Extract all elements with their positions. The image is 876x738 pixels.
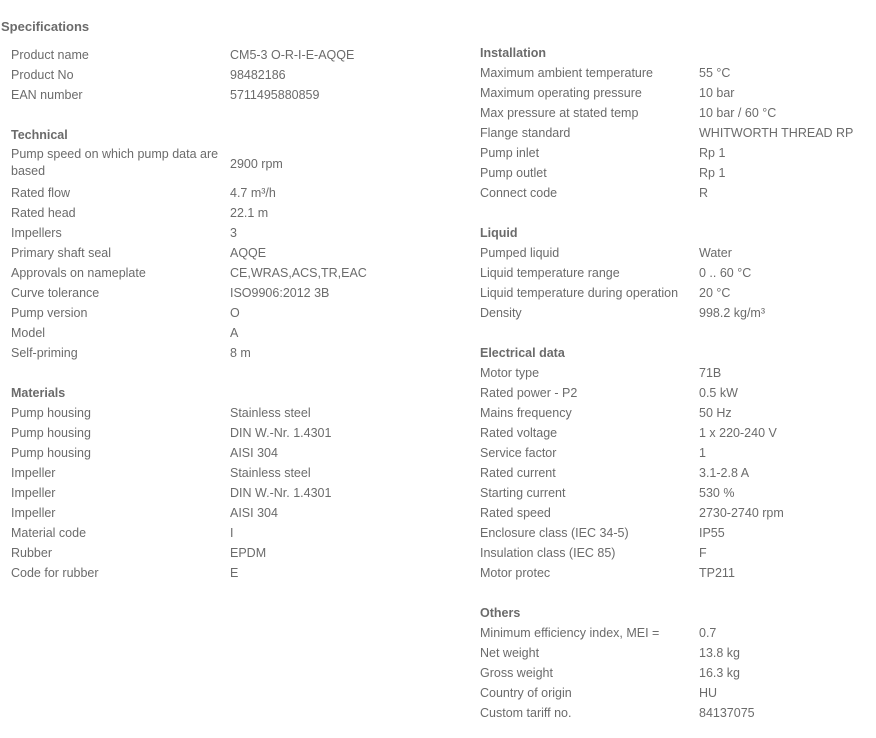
section-heading-installation: Installation bbox=[480, 46, 546, 60]
spec-value: 84137075 bbox=[699, 706, 755, 720]
spec-label: Rated head bbox=[11, 206, 76, 220]
spec-label: Rated speed bbox=[480, 506, 551, 520]
spec-label: Pump housing bbox=[11, 446, 91, 460]
spec-label: Max pressure at stated temp bbox=[480, 106, 639, 120]
spec-label: Impeller bbox=[11, 466, 56, 480]
spec-label: Impellers bbox=[11, 226, 62, 240]
spec-label: EAN number bbox=[11, 88, 83, 102]
spec-value: A bbox=[230, 326, 239, 340]
spec-label: Service factor bbox=[480, 446, 557, 460]
spec-value: 10 bar bbox=[699, 86, 735, 100]
spec-value: 20 °C bbox=[699, 286, 731, 300]
spec-value: TP211 bbox=[699, 566, 735, 580]
spec-label: Net weight bbox=[480, 646, 540, 660]
spec-value: F bbox=[699, 546, 707, 560]
spec-label: Starting current bbox=[480, 486, 566, 500]
spec-label: Insulation class (IEC 85) bbox=[480, 546, 616, 560]
spec-label: Pump version bbox=[11, 306, 88, 320]
spec-label: Liquid temperature during operation bbox=[480, 286, 679, 300]
spec-label: Rated voltage bbox=[480, 426, 558, 440]
spec-label: Motor type bbox=[480, 366, 540, 380]
spec-value: 0.7 bbox=[699, 626, 717, 640]
spec-value: 530 % bbox=[699, 486, 735, 500]
spec-value: ISO9906:2012 3B bbox=[230, 286, 330, 300]
spec-value: DIN W.-Nr. 1.4301 bbox=[230, 426, 332, 440]
section-heading-technical: Technical bbox=[11, 128, 68, 142]
spec-label: Custom tariff no. bbox=[480, 706, 572, 720]
spec-value: 71B bbox=[699, 366, 722, 380]
spec-label: Maximum operating pressure bbox=[480, 86, 642, 100]
spec-value: 8 m bbox=[230, 346, 251, 360]
spec-label: Country of origin bbox=[480, 686, 572, 700]
spec-label: Approvals on nameplate bbox=[11, 266, 146, 280]
spec-value: 10 bar / 60 °C bbox=[699, 106, 777, 120]
page-title: Specifications bbox=[1, 19, 90, 34]
spec-value: 50 Hz bbox=[699, 406, 732, 420]
spec-label: Rubber bbox=[11, 546, 52, 560]
spec-value: R bbox=[699, 186, 709, 200]
spec-value: 16.3 kg bbox=[699, 666, 741, 680]
spec-label: Minimum efficiency index, MEI = bbox=[480, 626, 660, 640]
spec-label: Maximum ambient temperature bbox=[480, 66, 653, 80]
spec-label: Self-priming bbox=[11, 346, 78, 360]
spec-value: 55 °C bbox=[699, 66, 731, 80]
spec-value: AQQE bbox=[230, 246, 267, 260]
spec-value: 0.5 kW bbox=[699, 386, 738, 400]
spec-label: Pump inlet bbox=[480, 146, 540, 160]
spec-value: Stainless steel bbox=[230, 466, 311, 480]
section-heading-liquid: Liquid bbox=[480, 226, 518, 240]
spec-value: 4.7 m³/h bbox=[230, 186, 276, 200]
spec-value: HU bbox=[699, 686, 718, 700]
spec-value: Rp 1 bbox=[699, 146, 726, 160]
spec-value: 998.2 kg/m³ bbox=[699, 306, 766, 320]
spec-value: IP55 bbox=[699, 526, 725, 540]
spec-value: Rp 1 bbox=[699, 166, 726, 180]
spec-value: DIN W.-Nr. 1.4301 bbox=[230, 486, 332, 500]
section-heading-electrical: Electrical data bbox=[480, 346, 565, 360]
spec-label: Model bbox=[11, 326, 46, 340]
spec-value: AISI 304 bbox=[230, 506, 278, 520]
spec-label: Motor protec bbox=[480, 566, 551, 580]
spec-label: Product No bbox=[11, 68, 74, 82]
spec-label: Material code bbox=[11, 526, 87, 540]
spec-label: Rated power - P2 bbox=[480, 386, 578, 400]
spec-label: Pump housing bbox=[11, 406, 91, 420]
spec-label: Pumped liquid bbox=[480, 246, 560, 260]
spec-label: Liquid temperature range bbox=[480, 266, 620, 280]
spec-value: 13.8 kg bbox=[699, 646, 741, 660]
section-heading-materials: Materials bbox=[11, 386, 66, 400]
spec-label: Rated flow bbox=[11, 186, 71, 200]
spec-label: Code for rubber bbox=[11, 566, 99, 580]
spec-value: CE,WRAS,ACS,TR,EAC bbox=[230, 266, 367, 280]
spec-value: 0 .. 60 °C bbox=[699, 266, 752, 280]
spec-label: Mains frequency bbox=[480, 406, 572, 420]
spec-value: WHITWORTH THREAD RP bbox=[699, 126, 854, 140]
spec-value: EPDM bbox=[230, 546, 267, 560]
spec-label: Impeller bbox=[11, 506, 56, 520]
spec-label: Primary shaft seal bbox=[11, 246, 112, 260]
spec-value: AISI 304 bbox=[230, 446, 278, 460]
spec-label: Pump speed on which pump data are based bbox=[11, 147, 219, 178]
spec-value: CM5-3 O-R-I-E-AQQE bbox=[230, 48, 355, 62]
spec-value: 1 bbox=[699, 446, 706, 460]
spec-label: Enclosure class (IEC 34-5) bbox=[480, 526, 629, 540]
spec-value: Water bbox=[699, 246, 732, 260]
spec-label: Rated current bbox=[480, 466, 556, 480]
spec-value: I bbox=[230, 526, 234, 540]
spec-label: Flange standard bbox=[480, 126, 571, 140]
spec-label: Connect code bbox=[480, 186, 558, 200]
spec-label: Gross weight bbox=[480, 666, 553, 680]
spec-label: Impeller bbox=[11, 486, 56, 500]
spec-value: 22.1 m bbox=[230, 206, 269, 220]
spec-value: 2730-2740 rpm bbox=[699, 506, 784, 520]
spec-value: E bbox=[230, 566, 239, 580]
spec-value: 3 bbox=[230, 226, 237, 240]
spec-value: 5711495880859 bbox=[230, 88, 320, 102]
spec-value: Stainless steel bbox=[230, 406, 311, 420]
spec-value: 1 x 220-240 V bbox=[699, 426, 777, 440]
spec-label: Curve tolerance bbox=[11, 286, 100, 300]
spec-value: 98482186 bbox=[230, 68, 286, 82]
spec-value: O bbox=[230, 306, 240, 320]
spec-value: 2900 rpm bbox=[230, 157, 283, 171]
spec-label: Product name bbox=[11, 48, 89, 62]
spec-label: Density bbox=[480, 306, 522, 320]
spec-label: Pump housing bbox=[11, 426, 91, 440]
spec-label: Pump outlet bbox=[480, 166, 547, 180]
spec-value: 3.1-2.8 A bbox=[699, 466, 750, 480]
section-heading-others: Others bbox=[480, 606, 521, 620]
